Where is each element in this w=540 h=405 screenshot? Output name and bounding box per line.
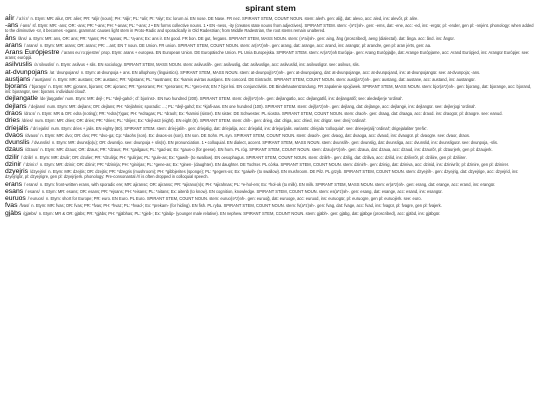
entry-definition: n. Etym: MR & OR: gjäbs; PR: *gjäbs; PH: *gjäbhas; PL: *gjeb-; Ex: *glaŭp- (younger male relative). EN nephew. SPIRANT STEM, COUNT NOUN. stem: gjäbh-. gen: gjäbg, dat: gjäbge (proscribed), acc: gjäbd, ins: gjäbgür.	[38, 210, 441, 216]
entry-line	[5, 24, 536, 34]
entry-pronunciation: /ˈbjoran̪s/	[29, 84, 47, 90]
entry-headword: dvunslis	[5, 139, 30, 147]
entry-pronunciation: /dvaos/	[25, 132, 39, 138]
entry-definition: n. Etym: MR: gjorans, bjorans; OR: ajoranc; PR: *gerorans; PH: *gerorans; PL: *gero-mā; EN 7 bjor ksi. EN conjunctivitis. DE Bindehautentzündung. FR zapalenie spojówek. SPIRANT STEM, MASS NOUN. stem: bjor(a*z)əh-. gen: bjorang, dat: bjorange, acc: bjorand, ins: bjorangür, see: bjorans. individual cloud'.	[5, 84, 532, 95]
entry-definition: num. Etym: MR: dejlans; OR: dejlans; PH: *dejlahnis; sporadic: ...; PL: *dejl-gahd; Ex: *kjafi-aas. EN one hundred (100). SPIRANT STEM. stem: dejl(a*z)əh-. gen: dejlang, dat: dejlange, acc: dejlangė, ins: dejlangür. see: dejlerjogi 'ordinal'.	[47, 103, 477, 109]
entry-definition: n. Etym: MR: dvunsljo(u); OR: dvunsljo. see: dvunpoja + slis(s). EN pronunciation. 1 • colloquial. EN dialect, accent. SPIRANT STEM, MASS NOUN. stem: dvunslih-. gen: dvunslig, dat: dvunsliga, acc: dvunslid, ins: dvunsliguür. see: dvunpoja, -slis.	[52, 140, 499, 146]
entry-pronunciation: /dzaus/	[25, 147, 39, 153]
entry-line	[5, 197, 536, 202]
entry-pronunciation: /ˈesans/	[25, 188, 40, 194]
dictionary-entry	[5, 63, 536, 68]
entry-headword: dries	[5, 117, 20, 125]
entry-list	[5, 17, 536, 217]
entry-headword: arans	[5, 41, 23, 49]
entry-line	[5, 63, 536, 68]
entry-definition: n. Etym: MR: arans; OR: aranc; PR: ...ant; EN 7 noun. DE Union. FR union. SPIRANT STEM, COUNT NOUN. stem: ar(ə*z)əh-. gen: arang, dat: arange, acc: arand, ins: arangür, pl: arandre, gen pl: aran jėrts, gen: aa.	[39, 42, 432, 48]
dictionary-entry	[5, 170, 536, 180]
entry-definition: a. Etym: MR: ans, OR: ans; PR: *ąans; PH: *ąanas; PL: *ą-ans; Ex: ans ir. EN good. FR bon. DE gut, fergans. SPIRANT STEM, MASS NOUN. stem: (ə*ai)əh-. gen: aing, ăng (proscribed), aeng (dialectal). dat: ånga. acc: ånd. ins: ångür.	[28, 35, 455, 41]
entry-definition: n. Etym: MR: fvas; OR: fvas; PR: *fvas; PH: *hvaz; PL: *hvad-; Ex: *prekam- (for hiding). EN fish. PL ryba. SPIRANT STEM, COUNT NOUN. stem: fv(a*z)əh-. gen: fvag, dat: fvage, acc: fvad, ins: fvagür, pl: fvagre, gen pl: fvajerk.	[31, 203, 442, 209]
entry-line	[5, 204, 536, 209]
entry-headword: euruos	[5, 195, 26, 203]
entry-line	[5, 109, 536, 117]
entry-pronunciation: /ˈarans/	[24, 42, 38, 48]
entry-definition: n. Etym: MR: dzinir; OR: dzinir; PR: *dzinirja; PH: *ginirjas; PL: *gene-as; Ex: *ginen- (daughter). EN daughter. DE Tochter. PL córka. SPIRANT STEM, COUNT NOUN. stem: dzinirh-. gen: dzinig, dat: dziniva, acc: dzinid, ins: dzinivrõr, pl: dzinire, gen pl: dzinirer.	[39, 162, 510, 168]
entry-headword: gjäbs	[5, 209, 22, 217]
entry-pronunciation: /dzyejris/	[30, 169, 47, 175]
entry-definition: n. Etym: MR: dzejtis; OR: dzejtis; PR: *dzegris (mushroom); PH: *gibbjerites (sponge); PL: *gegers-os; Ex: *gaiwih- (to swallow). EN mushroom. DE Pilz. PL grzyb. SPIRANT STEM, COUNT NOUN. stem: dzyejrih-. gen: dzyejrig, dat: dzyejrige, acc: dzyejrid, ins: dzyejrigür, pl: dzyejrigre, gen pl: dzyejrijerk. phonology: Pre-consonantal /r/ is often dropped in colloquial speech.	[5, 169, 519, 180]
entry-headword: dvaos	[5, 131, 24, 139]
dictionary-entry	[5, 180, 536, 188]
entry-headword: dejlans	[5, 102, 27, 110]
entry-pronunciation: /ˈeuruos/	[27, 196, 44, 202]
entry-definition: num. Etym: MR: dries; OR: dries; PR: *dries; PL: *drijes; Ex: *dejl-as3 (eight). EN eight (8). SPIRANT STEM. stem: drih-. gen: drieg, dat: driga, acc: dried, ins: drigür. see: dreij 'ordinal'.	[34, 118, 367, 124]
entry-pronunciation: /aˈsilvuslis/	[34, 62, 55, 68]
entry-headword: dzilir	[5, 153, 19, 161]
entry-headword: Arans Európjestre	[5, 49, 60, 57]
dictionary-entry	[5, 141, 536, 146]
entry-pronunciation: /ˈerans/	[24, 181, 38, 187]
entry-line	[5, 75, 536, 83]
entry-line	[5, 153, 536, 161]
entry-line	[5, 119, 536, 124]
entry-pronunciation: /ˈaːlʲiːr/	[16, 16, 29, 21]
entry-pronunciation: /ˈdriːejalis/	[30, 125, 50, 131]
dictionary-entry	[5, 131, 536, 139]
dictionary-entry	[5, 97, 536, 102]
entry-line	[5, 148, 536, 153]
entry-pronunciation: /dra:s/	[24, 110, 36, 116]
entry-headword: at-dvunpojans	[5, 68, 48, 76]
entry-pronunciation: /at ˈdvunpojans/	[49, 69, 79, 75]
entry-definition: n. Etym: MR: dvo; OR: dvo; PR: *dvo-ga; Cp: *daohs (son). Ex: dvaos-os (son). EN son. DE Sohn. PL syn. SPIRANT STEM, COUNT NOUN. stem: dvaoh-. gen: dvaog, dat: dvaoga, acc: dvaod, ins: dvaogür. pl: dvaogre. see: dvaor, draos.	[40, 132, 471, 138]
entry-pronunciation: /deˈjlaŋgatle/	[39, 96, 64, 102]
entry-headword: draos	[5, 109, 23, 117]
entry-line	[5, 209, 536, 217]
dictionary-entry	[5, 68, 536, 76]
entry-pronunciation: /ãns/	[17, 35, 27, 41]
entry-pronunciation: /ˈdziniːr/	[23, 162, 38, 168]
entry-headword: ǻns	[5, 34, 16, 42]
entry-pronunciation: /ˈdzilir/	[20, 154, 34, 160]
entry-headword: asilvuslis	[5, 61, 33, 69]
entry-headword: -ans	[5, 22, 19, 30]
entry-line	[5, 85, 536, 95]
entry-headword: bjorans	[5, 83, 28, 91]
entry-line	[5, 41, 536, 49]
entry-definition: prop. Etym: arans + europea. EN European Union. DE Europäische Union. PL Unia Europejska. SPIRANT STEM. stem: Ar(a*z)əh Európja-. gen: Arang Európjağe, dat: Arange Európjame, acc: Arand Európjed, ins: Arangür Európjer. see: arans; európjá.	[5, 50, 530, 60]
dictionary-entry	[5, 209, 536, 217]
entry-definition: n. Etym: short for Europe; PR: euro. EN Euro. PL Euro. SPIRANT STEM, COUNT NOUN. stem: euruo(ə*z)əh-. gen: euruoğ, dat: euruoge, acc: euruod, ins: euruogür, pl: euruogre, gen pl: euruojėrk. see: euro.	[45, 196, 422, 202]
dictionary-entry	[5, 102, 536, 110]
entry-headword: dzyejris	[5, 168, 29, 176]
dictionary-entry	[5, 148, 536, 153]
dictionary-entry	[5, 75, 536, 83]
dictionary-entry	[5, 109, 536, 117]
dictionary-entry	[5, 85, 536, 95]
entry-line	[5, 131, 536, 139]
dictionary-entry	[5, 163, 536, 168]
dictionary-entry	[5, 24, 536, 34]
entry-definition: n. Etym: MR & OR: edra (noting); PR: *edra(?)gas; PH: *edragas; PL: *draoh; Ex: *kamisi (sister). EN sister. DE Schwester. PL siostra. SPIRANT STEM, COUNT NOUN. stem: draoh-. gen: draag, dat: draaga, acc: draod. ins: draogür, pl: draogre. see: eanud.	[37, 110, 503, 116]
entry-line	[5, 51, 536, 61]
dictionary-entry	[5, 17, 536, 22]
entry-definition: n. Etym: asilvus + slis. EN sociology. SPIRANT STEM, MASS NOUN. stem: asilvuslih-. gen: asilvuslig, dat: asilvuslige, acc: asilvuslid, ins: asilvusligür. see: asilvus, slis.	[56, 62, 360, 68]
entry-headword: aĺír	[5, 15, 15, 22]
entry-headword: dejlangatle	[5, 95, 38, 103]
entry-line	[5, 141, 536, 146]
entry-headword: erans	[5, 180, 23, 188]
dictionary-entry	[5, 153, 536, 161]
dictionary-entry	[5, 119, 536, 124]
dictionary-entry	[5, 34, 536, 42]
entry-line	[5, 180, 536, 188]
entry-pronunciation: /ˈaustjans/	[32, 76, 52, 82]
entry-definition: num. Etym: MR: dejl-; PL: *dejl-gahd-; cf: bjorinst-. EN two hundred (200). SPIRANT STEM. stem: dejl(ə*z)əh-. gen: dejlangatlo, acc: dejlangatlő, ins: dejlangatlő; see: alededjerje 'ordinal'.	[65, 96, 404, 102]
entry-definition: n. Etym: at-dvunpoja + ans. EN allophony (linguistics). SPIRANT STEM, MASS NOUN. stem: at-dvunpoj(ə*z)əh-. gen: at-dvunpojang, dat: at-dvunpojange, acc: at-dvunpojand, ins: at-dvunpojangür. see: at-dvunpoja; -ans.	[80, 69, 481, 75]
dictionary-entry	[5, 204, 536, 209]
entry-headword: esans	[5, 187, 24, 195]
dictionary-entry	[5, 41, 536, 49]
entry-definition: n. Etym: MR: dzulir; OR: dzulier; PR: *dzulirja; PH: *gulirjas; PL: *gule-as; Ex: *gawih- (to swallow). EN oesophagus. SPIRANT STEM, COUNT NOUN. stem: dzilirh-. gen: dzilig, dat: dziliva, acc: dzilid, ins: dzilivrõr, pl: dziliire, gen pl: dziliirer.	[35, 154, 467, 160]
entry-pronunciation: /fvas/	[19, 203, 30, 209]
entry-line	[5, 97, 536, 102]
dictionary-entry	[5, 124, 536, 132]
entry-line	[5, 124, 536, 132]
entry-line	[5, 163, 536, 168]
entry-headword: austjans	[5, 75, 31, 83]
entry-line	[5, 170, 536, 180]
entry-pronunciation: /ˈdejlans/	[28, 103, 46, 109]
dictionary-entry	[5, 51, 536, 61]
page-title: spirant stem	[245, 3, 296, 13]
entry-headword: dzaus	[5, 146, 24, 154]
entry-pronunciation: /dries/	[21, 118, 33, 124]
entry-headword: dzinir	[5, 161, 22, 169]
entry-definition: n. Etym: MR: dzaus; OR: dzaus; PR: *dzaus; PH: *gailgaus; PL: *gad-as; Ex: *gaus-o (for geese). EN horn. PL róg. SPIRANT STEM, COUNT NOUN. stem: dzau(ə*z)əh-. gen: dzaua, dat: dzaua, acc: dzaud, ins: dzaurõr, pl: dzaurjerk, gen pl: dzaujerk.	[40, 147, 493, 153]
entry-pronunciation: /ˈdvunslis/	[31, 140, 50, 146]
entry-definition: n. Etym: MR: esans; OR: esans; PR: *ejsans; PH: *eisans; PL: *aitans; Ex: aitenb (to know). EN cognition, knowledge. SPIRANT STEM, COUNT NOUN. stem: es(a*z)əh-. gen: esang, dat: esange, acc: esand, ins: esangür.	[41, 188, 443, 194]
entry-line	[5, 187, 536, 195]
entry-line	[5, 102, 536, 110]
entry-definition: n. Etym: MR: aliur, OR: alier; PR: *aljir (noun); PH: *aljir; PL: *alir; PI: *alyr; Ex: lorum ai. EN nose. DE Nase. FR nez. SPIRANT STEM, COUNT NOUN. stem: alerh. gen: aliğ, dat: alevo, acc: aled, ins: alevőr, pl: alire.	[30, 16, 419, 21]
entry-definition: n. Etym: front-written erans, with sporadic ere; MR: ajiransc; OR: ajiransc; PR: *ajirano(n)s; PH: *ajirahnas; PL: *e-hol-em; Ex: *hol-ok (to milk). EN milk. SPIRANT STEM, MASS NOUN. stem: er(a*z)əh-. gen: erang, dat: erange, acc: erand, ins: erangür.	[39, 181, 496, 187]
entry-definition: sf. Etym: MR: -ans; OR: -ans; PR: *-ans; PH: *-anas; PL: *-ans; J • EN forms collective nouns. 1 • EN -ness, -ity (creates state nouns from adjectives). SPIRANT STEM. stem: -(ə*z)əh-. gen: -ems, dat: -ene, acc: -ed, ins: -ergür, pl: -ender, gen pl: -ənjėnt. phonology: when added to the diminutive -ür, it becomes -əgans. grammar: causes light stem in Proto-Radic and sporadically in Old Radestrian; from Middle Radestrian, the root stems remain unaltered.	[5, 23, 534, 34]
entry-pronunciation: /-ans/	[20, 23, 31, 29]
entry-definition: n. Etym: MR: austans; OR: austanc; PR: *aþstans; PL: *austnans; Ex: *kamis avirtas austjans. EN concord. DE Eintracht. SPIRANT STEM, COUNT NOUN. stem: austj(a*z)əh-. gen: austang, dat: austane, acc: austand, ins: austangür.	[53, 76, 476, 82]
entry-line	[5, 34, 536, 42]
entry-headword: fvas	[5, 202, 18, 210]
entry-line	[5, 17, 536, 22]
dictionary-entry	[5, 197, 536, 202]
entry-definition: num. Etym: dries + jalis. EN eighty (80). SPIRANT STEM. stem: dríej-jalih-. gen: dríejalig, dat: dríejalija, acc: dríejalid, ins: dríejurijalis. variants: dríejala 'colloquial'. see: drieejerjalij 'ordinal'; drigejalaliter 'prefix'.	[51, 125, 428, 131]
entry-pronunciation: /gjæbs/	[23, 210, 37, 216]
entry-headword: dríejalis	[5, 124, 29, 132]
entry-line	[5, 68, 536, 76]
entry-pronunciation: /ˈarans euˈroːpjestre/	[61, 50, 100, 56]
dictionary-entry	[5, 187, 536, 195]
